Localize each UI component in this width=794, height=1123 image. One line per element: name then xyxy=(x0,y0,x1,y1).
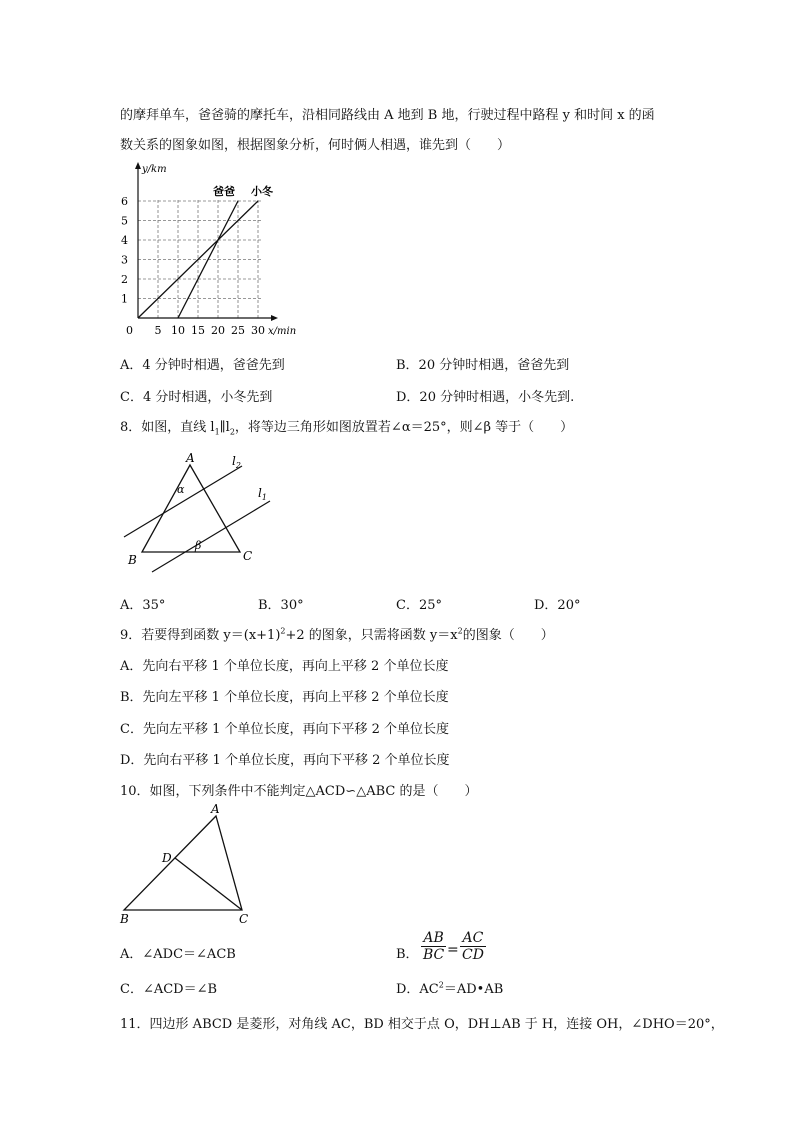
x-axis-arrow xyxy=(271,315,278,321)
q9-stem-sup1: 2 xyxy=(280,626,286,636)
q8-triangle-figure xyxy=(112,445,282,580)
q10-option-c: C．∠ACD＝∠B xyxy=(120,982,218,997)
y-tick-label: 6 xyxy=(121,195,128,208)
q8-option-a: A．35° xyxy=(120,598,166,613)
q9-stem-sup2: 2 xyxy=(457,626,463,636)
q7-distance-time-chart xyxy=(112,160,332,345)
x-tick-label: 20 xyxy=(211,324,225,337)
q8-label-l1: $l_1$ xyxy=(258,486,267,502)
q8-label-alpha: α xyxy=(177,483,185,496)
q10-label-d: D xyxy=(162,851,172,865)
q8-stem-sub1: 1 xyxy=(214,427,220,437)
q10-frac2-den: CD xyxy=(462,947,484,963)
q10-option-a: A．∠ADC＝∠ACB xyxy=(120,947,236,962)
q10-label-c: C xyxy=(239,912,249,926)
q8-option-c: C．25° xyxy=(396,598,442,613)
q8-stem-mid: ∥l xyxy=(219,420,230,435)
q10-label-a: A xyxy=(211,802,220,816)
y-tick-label: 1 xyxy=(121,292,128,306)
q8-label-a: A xyxy=(186,451,195,465)
y-tick-label: 3 xyxy=(121,253,128,267)
q10-frac1-num: AB xyxy=(421,930,446,947)
q10-option-d-pre: D．AC xyxy=(396,982,439,997)
q9-stem-post: 的图象（ ） xyxy=(462,628,554,643)
q10-option-b-fraction-2 xyxy=(460,930,486,963)
q8-line-l1 xyxy=(152,501,270,572)
q10-triangle-figure xyxy=(112,800,262,930)
x-axis-label: x/min xyxy=(268,326,297,337)
q7-option-a: A．4 分钟时相遇，爸爸先到 xyxy=(120,358,285,373)
x-tick-label: 5 xyxy=(154,324,162,337)
x-tick-label: 15 xyxy=(191,324,205,337)
q8-label-beta: β xyxy=(195,539,202,552)
y-axis-label: y/km xyxy=(142,164,167,175)
q8-triangle xyxy=(142,465,240,552)
q7-stem-line1: 的摩拜单车，爸爸骑的摩托车，沿相同路线由 A 地到 B 地，行驶过程中路程 y 和时间 x 的函 xyxy=(120,108,655,123)
q10-option-d-sup: 2 xyxy=(438,980,444,990)
q10-option-b-label: B． xyxy=(396,947,419,962)
q8-option-b: B．30° xyxy=(258,598,304,613)
y-axis-arrow xyxy=(135,162,141,169)
q8-label-l2: $l_2$ xyxy=(232,454,241,470)
q10-frac2-num: AC xyxy=(460,930,486,947)
q8-label-b: B xyxy=(128,553,137,567)
series-label-1: 爸爸 xyxy=(213,185,235,198)
q7-stem-line2: 数关系的图象如图，根据图象分析，何时俩人相遇，谁先到（ ） xyxy=(120,138,511,153)
q9-stem-pre: 9．若要得到函数 y＝(x+1) xyxy=(120,628,281,643)
q8-stem-sub2: 2 xyxy=(229,427,235,437)
q7-option-c: C．4 分时相遇，小冬先到 xyxy=(120,390,273,405)
q8-stem-pre: 8．如图，直线 l xyxy=(120,420,215,435)
x-tick-label: 30 xyxy=(251,324,265,337)
q8-label-c: C xyxy=(243,549,253,563)
q11-stem: 11．四边形 ABCD 是菱形，对角线 AC，BD 相交于点 O，DH⊥AB 于 H，连接 OH，∠DHO＝20°， xyxy=(120,1017,724,1032)
q8-option-d: D．20° xyxy=(534,598,581,613)
y-tick-label: 4 xyxy=(121,234,128,247)
y-tick-label: 5 xyxy=(121,214,128,228)
q8-stem-post: ，将等边三角形如图放置若∠α＝25°，则∠β 等于（ ） xyxy=(234,420,574,435)
q7-option-b: B．20 分钟时相遇，爸爸先到 xyxy=(396,358,570,373)
q10-option-b-eq: = xyxy=(447,942,459,958)
q10-label-b: B xyxy=(120,912,129,926)
series-label-2: 小冬 xyxy=(251,185,273,198)
q10-option-b-fraction-1 xyxy=(421,930,446,963)
q10-option-d-post: ＝AD•AB xyxy=(443,982,504,997)
q9-stem-mid: +2 的图象，只需将函数 y＝x xyxy=(285,628,458,643)
q10-segment-cd xyxy=(175,858,242,910)
q7-option-d: D．20 分钟时相遇，小冬先到. xyxy=(396,390,575,405)
x-tick-label: 0 xyxy=(126,324,133,337)
x-tick-label: 10 xyxy=(171,324,185,337)
x-tick-label: 25 xyxy=(231,324,245,337)
q9-option-c: C．先向左平移 1 个单位长度，再向下平移 2 个单位长度 xyxy=(120,722,450,737)
q9-option-b: B．先向左平移 1 个单位长度，再向上平移 2 个单位长度 xyxy=(120,690,449,705)
q9-option-a: A．先向右平移 1 个单位长度，再向上平移 2 个单位长度 xyxy=(120,659,449,674)
q8-stem xyxy=(120,416,573,437)
q10-option-d xyxy=(396,978,503,997)
q9-stem xyxy=(120,624,554,643)
q10-stem: 10．如图，下列条件中不能判定△ACD∽△ABC 的是（ ） xyxy=(120,784,478,799)
q10-frac1-den: BC xyxy=(423,947,445,963)
y-tick-label: 2 xyxy=(121,273,128,286)
q9-option-d: D．先向右平移 1 个单位长度，再向下平移 2 个单位长度 xyxy=(120,753,450,768)
